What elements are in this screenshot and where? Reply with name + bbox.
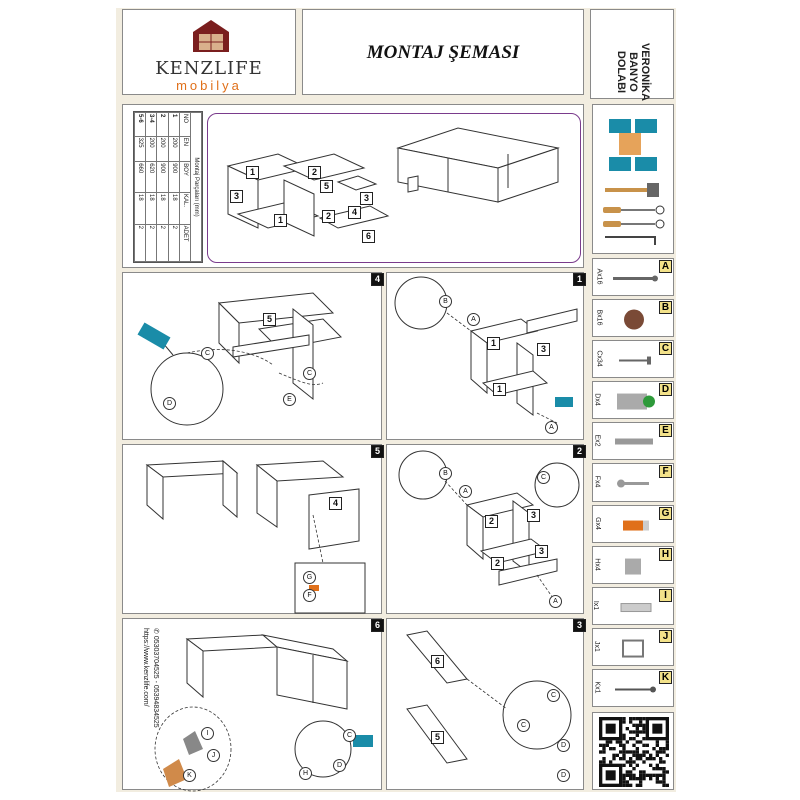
cell: 2 — [146, 224, 157, 261]
tools-box — [592, 104, 674, 254]
s2-part-2b: 2 — [491, 557, 504, 570]
exploded-cabinet-drawing — [208, 114, 580, 262]
cell: 18 — [146, 193, 157, 225]
parts-table — [133, 111, 203, 263]
dowel-icon — [609, 512, 659, 539]
wall-plug-icon — [609, 594, 659, 621]
s6-label-J: J — [207, 749, 220, 762]
hardware-item-k — [592, 669, 674, 707]
hardware-letter: G — [659, 507, 672, 520]
step-1-drawing — [387, 273, 583, 439]
s2-label-C: C — [537, 471, 550, 484]
parts-header-row — [179, 113, 190, 262]
s3-label-C2: C — [517, 719, 530, 732]
product-name-box — [590, 9, 674, 102]
hinge-icon — [609, 388, 659, 415]
small-screw-icon — [609, 347, 659, 374]
step-number-4: 4 — [371, 273, 384, 286]
s5-part-4: 4 — [329, 497, 342, 510]
allen-key-icon — [603, 233, 663, 247]
step-4-panel — [122, 272, 382, 440]
hardware-code: Ex2 — [593, 434, 601, 447]
overview-drawing — [207, 113, 581, 263]
col-en: EN — [179, 136, 190, 162]
step-number-6: 6 — [371, 619, 384, 632]
part-num-2b: 2 — [322, 210, 335, 223]
step-2-panel — [386, 444, 584, 614]
s2-label-B: B — [439, 467, 452, 480]
col-boy: BOY — [179, 162, 190, 193]
screwdriver-cross-icon — [601, 219, 665, 229]
phone-numbers: 05303704525 - 05394834525 — [152, 635, 159, 728]
cell: 18 — [157, 193, 168, 225]
s2-part-3: 3 — [527, 509, 540, 522]
step-1-panel — [386, 272, 584, 440]
cell: 2 — [157, 224, 168, 261]
hardware-item-b — [592, 299, 674, 337]
cell: 660 — [135, 162, 146, 193]
table-row — [135, 113, 146, 262]
s4-part-5: 5 — [263, 313, 276, 326]
logo-box — [122, 9, 296, 95]
bracket-icon — [609, 635, 659, 662]
part-num-4: 4 — [348, 206, 361, 219]
parts-caption: Montaj Parçaları (mm) — [190, 113, 201, 262]
cell: 200 — [146, 136, 157, 162]
part-num-2: 2 — [308, 166, 321, 179]
drill-icon — [605, 115, 661, 175]
connector-icon — [609, 553, 659, 580]
cell: 2 — [135, 224, 146, 261]
brand-name: KENZLIFE — [155, 58, 263, 79]
cell: 620 — [146, 162, 157, 193]
part-num-3: 3 — [230, 190, 243, 203]
contact-rotated — [140, 628, 160, 778]
hardware-letter: D — [659, 383, 672, 396]
cell: 1 — [168, 113, 179, 137]
cell: 200 — [168, 136, 179, 162]
s6-label-D: D — [333, 759, 346, 772]
step-3-panel — [386, 618, 584, 790]
s5-label-F: F — [303, 589, 316, 602]
parts-grid — [134, 112, 202, 262]
s3-part-5: 5 — [431, 731, 444, 744]
hardware-letter: K — [659, 671, 672, 684]
hardware-code: Gx4 — [593, 516, 601, 530]
hardware-item-e — [592, 422, 674, 460]
cam-bolt-icon — [609, 470, 659, 497]
cell: 5-6 — [135, 113, 146, 137]
table-row — [157, 113, 168, 262]
col-adet: ADET — [179, 224, 190, 261]
part-num-5: 5 — [320, 180, 333, 193]
product-line-3: DOLABI — [615, 50, 627, 94]
step-number-2: 2 — [573, 445, 586, 458]
step-3-drawing — [387, 619, 583, 789]
hardware-letter: F — [659, 465, 672, 478]
step-number-5: 5 — [371, 445, 384, 458]
table-row — [146, 113, 157, 262]
hardware-code: Bx16 — [595, 309, 603, 326]
col-kal: KAL. — [179, 193, 190, 225]
hardware-item-j — [592, 628, 674, 666]
instruction-sheet — [116, 8, 676, 792]
hardware-item-h — [592, 546, 674, 584]
page-title: MONTAJ ŞEMASI — [366, 42, 520, 63]
cell: 200 — [157, 136, 168, 162]
cell: 18 — [168, 193, 179, 225]
cell: 325 — [135, 136, 146, 162]
long-screw-icon — [609, 676, 659, 703]
step-5-panel — [122, 444, 382, 614]
cell: 2 — [157, 113, 168, 137]
hardware-item-f — [592, 463, 674, 501]
s2-label-A2: A — [549, 595, 562, 608]
hammer-icon — [603, 183, 663, 197]
hardware-letter: A — [659, 260, 672, 273]
s6-label-C: C — [343, 729, 356, 742]
s3-label-D2: D — [557, 769, 570, 782]
cap-icon — [609, 306, 659, 333]
step-2-drawing — [387, 445, 583, 613]
cell: 2 — [168, 224, 179, 261]
s5-label-G: G — [303, 571, 316, 584]
s1-label-A: A — [467, 313, 480, 326]
col-no: NO — [179, 113, 190, 137]
part-num-3b: 3 — [360, 192, 373, 205]
s4-label-C: C — [201, 347, 214, 360]
hardware-letter: E — [659, 424, 672, 437]
title-box — [302, 9, 584, 95]
screw-icon — [609, 265, 659, 292]
cell: 900 — [157, 162, 168, 193]
hardware-item-g — [592, 505, 674, 543]
s1-part-1b: 1 — [493, 383, 506, 396]
logo-house-icon — [191, 18, 231, 54]
cell: 900 — [168, 162, 179, 193]
hardware-code: Hx4 — [593, 557, 601, 571]
hardware-code: Ix1 — [592, 600, 600, 610]
hardware-letter: I — [659, 589, 672, 602]
hardware-item-c — [592, 340, 674, 378]
s2-part-3b: 3 — [535, 545, 548, 558]
s2-part-2: 2 — [485, 515, 498, 528]
parts-table-inner — [134, 112, 202, 262]
hardware-item-d — [592, 381, 674, 419]
hardware-code: Kx1 — [593, 681, 601, 694]
s1-part-1: 1 — [487, 337, 500, 350]
hardware-code: Dx4 — [593, 393, 601, 407]
s4-label-E: E — [283, 393, 296, 406]
s6-label-I: I — [201, 727, 214, 740]
step-number-1: 1 — [573, 273, 586, 286]
s1-part-3: 3 — [537, 343, 550, 356]
handle-icon — [609, 429, 659, 456]
s4-label-C2: C — [303, 367, 316, 380]
step-5-drawing — [123, 445, 381, 613]
hardware-code: Cx34 — [595, 350, 603, 367]
part-num-6: 6 — [362, 230, 375, 243]
s1-label-B: B — [439, 295, 452, 308]
s3-label-C: C — [547, 689, 560, 702]
cell: 3-4 — [146, 113, 157, 137]
s3-label-D: D — [557, 739, 570, 752]
hardware-letter: J — [659, 630, 672, 643]
table-row — [168, 113, 179, 262]
product-line-2: BANYO — [627, 52, 639, 92]
overview-panel — [122, 104, 584, 268]
part-num-1: 1 — [246, 166, 259, 179]
hardware-item-a — [592, 258, 674, 296]
website-link[interactable]: https://www.kenzlife.com/ — [142, 628, 149, 707]
step-4-drawing — [123, 273, 381, 439]
screwdriver-flat-icon — [601, 205, 665, 215]
phone-row — [150, 628, 160, 778]
cell: 18 — [135, 193, 146, 225]
part-num-1b: 1 — [274, 214, 287, 227]
hardware-column — [592, 258, 674, 710]
s2-label-A: A — [459, 485, 472, 498]
hardware-item-i — [592, 587, 674, 625]
hardware-code: Jx1 — [592, 640, 600, 652]
hardware-letter: H — [659, 548, 672, 561]
hardware-letter: B — [659, 301, 672, 314]
hardware-code: Fx4 — [593, 476, 601, 488]
s6-label-K: K — [183, 769, 196, 782]
s4-label-D: D — [163, 397, 176, 410]
s1-label-A2: A — [545, 421, 558, 434]
qr-code-icon — [599, 717, 669, 787]
product-line-1: VERONİKA — [639, 42, 651, 102]
qr-box — [592, 712, 674, 790]
hardware-letter: C — [659, 342, 672, 355]
hardware-code: Ax16 — [595, 268, 603, 285]
brand-subtitle: mobilya — [176, 78, 242, 93]
phone-icon: ✆ — [152, 628, 159, 636]
parts-caption-row — [190, 113, 201, 262]
step-number-3: 3 — [573, 619, 586, 632]
contact-info — [130, 628, 170, 788]
s6-label-H: H — [299, 767, 312, 780]
s3-part-6: 6 — [431, 655, 444, 668]
